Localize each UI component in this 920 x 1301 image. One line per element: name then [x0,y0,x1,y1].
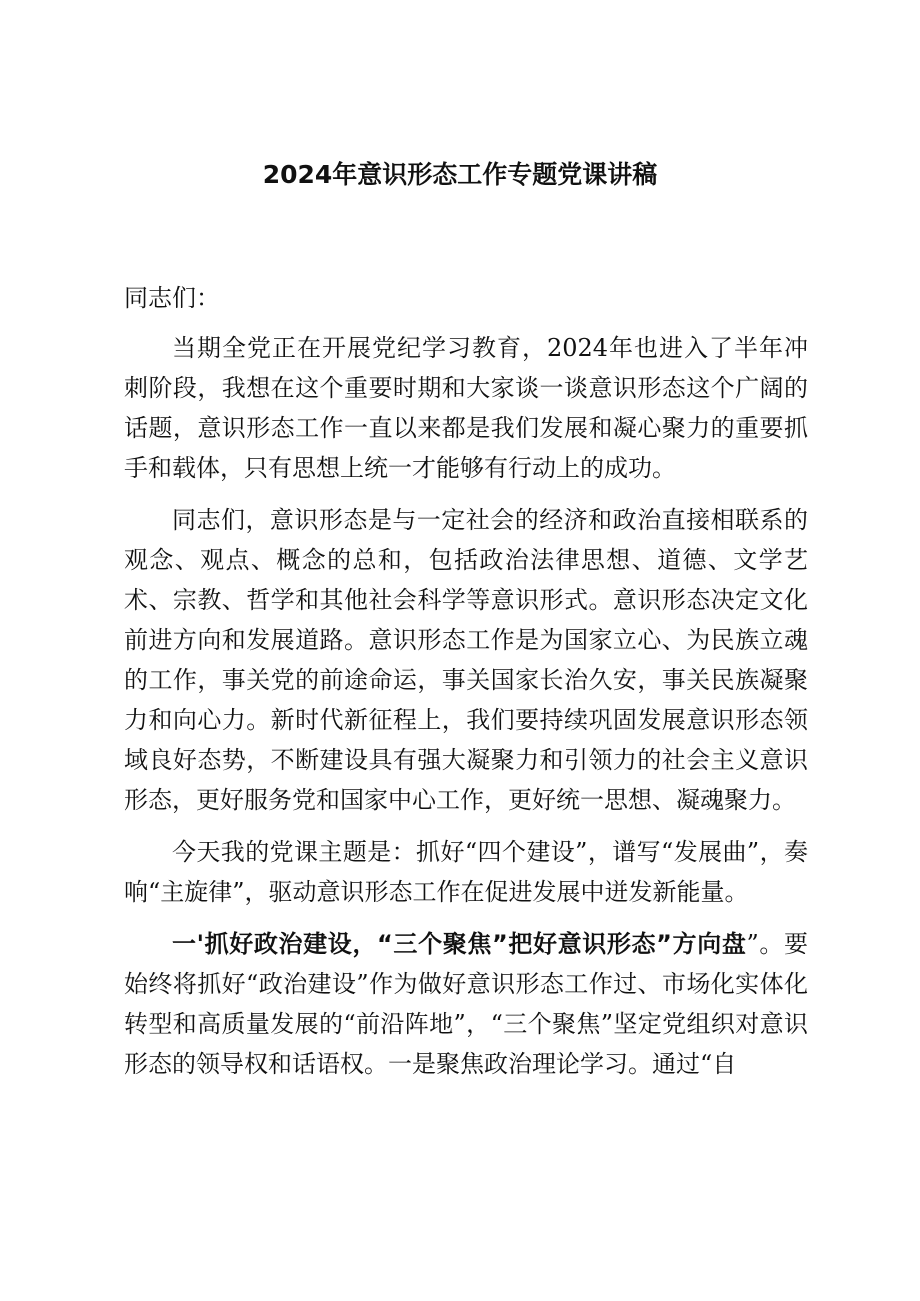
section-one-text: ”。要始终将抓好“政治建设”作为做好意识形态工作过、市场化实体化转型和高质量发展的“前沿阵地”，“三个聚焦”坚定党组织对意识形态的领导权和话语权。一是聚焦政治理论学习。通过“自 [124,930,808,1078]
section-one-heading: 一'抓好政治建设，“三个聚焦”把好意识形态”方向盘 [172,930,747,958]
document-title: 2024年意识形态工作专题党课讲稿 [262,160,658,189]
paragraph-section-one [124,924,808,1084]
paragraph-theme: 今天我的党课主题是：抓好“四个建设”，谱写“发展曲”，奏响“主旋律”，驱动意识形态工作在促进发展中迸发新能量。 [124,838,808,906]
paragraph-intro: 当期全党正在开展党纪学习教育，2024年也进入了半年冲刺阶段，我想在这个重要时期和大家谈一谈意识形态这个广阔的话题，意识形态工作一直以来都是我们发展和凝心聚力的重要抓手和载体，只有思想上统一才能够有行动上的成功。 [124,334,808,482]
paragraph-ideology-definition: 同志们，意识形态是与一定社会的经济和政治直接相联系的观念、观点、概念的总和，包括政治法律思想、道德、文学艺术、宗教、哲学和其他社会科学等意识形式。意识形态决定文化前进方向和发展道路。意识形态工作是为国家立心、为民族立魂的工作，事关党的前途命运，事关国家长治久安，事关民族凝聚力和向心力。新时代新征程上，我们要持续巩固发展意识形态领域良好态势，不断建设具有强大凝聚力和引领力的社会主义意识形态，更好服务党和国家中心工作，更好统一思想、凝魂聚力。 [124,506,808,814]
document-body [124,278,808,1096]
greeting: 同志们： [124,284,220,312]
